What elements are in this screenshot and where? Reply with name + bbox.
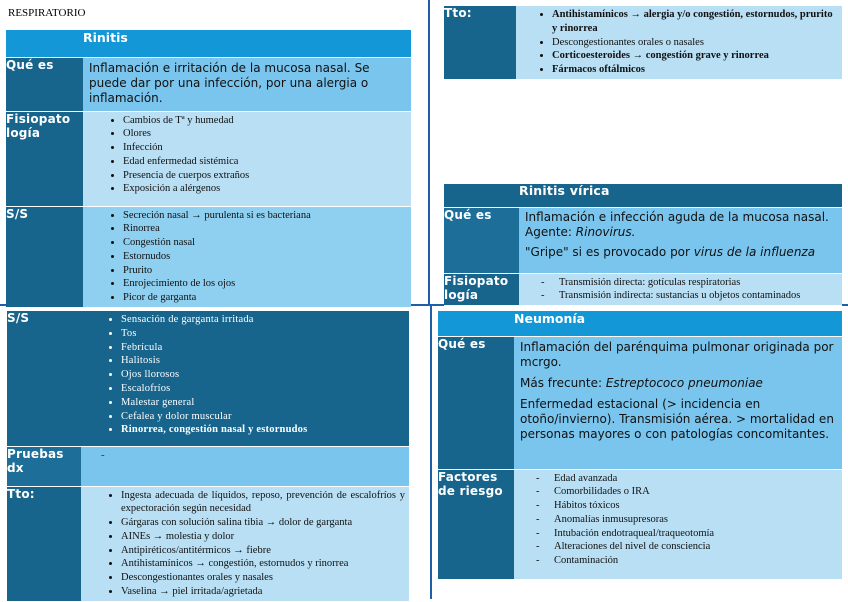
list-item: • Infección bbox=[123, 141, 407, 155]
rinitis-ss-label: S/S bbox=[6, 206, 83, 308]
list-item: • Rinorrea bbox=[123, 222, 407, 236]
list-item: • Congestión nasal bbox=[123, 236, 407, 250]
neumonia-header-blank bbox=[438, 311, 514, 336]
tto-top-label: Tto: bbox=[444, 6, 516, 79]
rinitis-ss-list bbox=[83, 207, 411, 308]
list-item: • Prurito bbox=[123, 264, 407, 278]
list-item: - Edad avanzada bbox=[554, 472, 838, 486]
list-item: • Febrícula bbox=[121, 341, 405, 355]
list-item: • Rinorrea, congestión nasal y estornudos bbox=[121, 423, 405, 437]
tto-top-table bbox=[444, 6, 842, 80]
neumonia-que-es-label: Qué es bbox=[438, 336, 514, 469]
virica-cont-table bbox=[7, 311, 409, 602]
list-item: • AINEs → molestia y dolor bbox=[121, 530, 405, 544]
neumonia-que-es-p2-prefix: Más frecunte: bbox=[520, 375, 606, 390]
list-item: - Intubación endotraqueal/traqueotomía bbox=[554, 527, 838, 541]
list-item: • Exposición a alérgenos bbox=[123, 182, 407, 196]
rinitis-table bbox=[6, 30, 411, 308]
list-item: • Presencia de cuerpos extraños bbox=[123, 169, 407, 183]
list-item: • Tos bbox=[121, 327, 405, 341]
rinitis-virica-gripe-prefix: "Gripe" si es provocado por bbox=[525, 244, 694, 259]
list-item: - Transmisión directa: gotículas respiratorias bbox=[559, 276, 838, 290]
list-item: • Fármacos oftálmicos bbox=[552, 63, 838, 77]
list-item: • Corticoesteroides → congestión grave y rinorrea bbox=[552, 49, 838, 63]
rinitis-fisiopatologia-label: Fisiopato logía bbox=[6, 111, 83, 206]
list-item: - Comorbilidades o IRA bbox=[554, 485, 838, 499]
rinitis-virica-agent: Rinovirus. bbox=[575, 224, 636, 239]
rinitis-header-blank bbox=[6, 30, 83, 57]
vertical-divider-top bbox=[428, 0, 430, 305]
list-item: • Vaselina → piel irritada/agrietada bbox=[121, 585, 405, 599]
neumonia-table bbox=[438, 311, 842, 580]
vertical-divider-bottom bbox=[430, 305, 432, 599]
page-title: RESPIRATORIO bbox=[8, 7, 86, 19]
list-item: - Contaminación bbox=[554, 554, 838, 568]
rinitis-fisiopatologia-list bbox=[83, 112, 411, 199]
list-item: • Olores bbox=[123, 127, 407, 141]
virica-ss-list bbox=[81, 311, 409, 439]
list-item: - Hábitos tóxicos bbox=[554, 499, 838, 513]
list-item: • Gárgaras con solución salina tibia → dolor de garganta bbox=[121, 516, 405, 530]
neumonia-que-es-p1: Inflamación del parénquima pulmonar originada por mcrgo. bbox=[520, 339, 834, 369]
rinitis-virica-gripe-italic: virus de la influenza bbox=[693, 244, 816, 259]
list-item: • Antihistamínicos → alergia y/o congestión, estornudos, prurito y rinorrea bbox=[552, 8, 838, 36]
list-item: • Picor de garganta bbox=[123, 291, 407, 305]
list-item: • Antihistamínicos → congestión, estornudos y rinorrea bbox=[121, 557, 405, 571]
list-item: • Antipiréticos/antitérmicos → fiebre bbox=[121, 544, 405, 558]
rinitis-virica-fisiopatologia-list bbox=[519, 274, 842, 306]
neumonia-factores-label: Factores de riesgo bbox=[438, 469, 514, 579]
rinitis-virica-que-es-label: Qué es bbox=[444, 207, 519, 273]
list-item: • Escalofríos bbox=[121, 382, 405, 396]
list-item: • Cefalea y dolor muscular bbox=[121, 410, 405, 424]
list-item: • Enrojecimiento de los ojos bbox=[123, 277, 407, 291]
rinitis-virica-fisiopatologia-label: Fisiopato logía bbox=[444, 273, 519, 306]
list-item: • Cambios de Tª y humedad bbox=[123, 114, 407, 128]
virica-pruebas-label: Pruebas dx bbox=[7, 446, 81, 486]
rinitis-virica-agent-prefix: Agente: bbox=[525, 224, 576, 239]
list-item: • Ojos llorosos bbox=[121, 368, 405, 382]
neumonia-title: Neumonía bbox=[514, 311, 842, 336]
list-item: - Anomalías inmusupresoras bbox=[554, 513, 838, 527]
rinitis-virica-que-es-line1: Inflamación e infección aguda de la mucosa nasal. bbox=[525, 209, 829, 224]
rinitis-virica-title: Rinitis vírica bbox=[519, 184, 842, 207]
tto-top-list bbox=[516, 6, 842, 79]
list-item: • Descongestionantes orales y nasales bbox=[121, 571, 405, 585]
list-item: • Sensación de garganta irritada bbox=[121, 313, 405, 327]
rinitis-virica-table bbox=[444, 184, 842, 306]
rinitis-que-es-text: Inflamación e irritación de la mucosa nasal. Se puede dar por una infección, por una alergia o inflamación. bbox=[89, 60, 370, 105]
neumonia-que-es-p3: Enfermedad estacional (> incidencia en otoño/invierno). Transmisión aérea. > mortalidad en personas mayores o con patologías concomitantes. bbox=[520, 396, 834, 441]
neumonia-que-es-p2-italic: Estreptococo pneumoniae bbox=[605, 375, 763, 390]
list-item: • Secreción nasal → purulenta si es bacteriana bbox=[123, 209, 407, 223]
virica-ss-label: S/S bbox=[7, 311, 81, 446]
neumonia-factores-list bbox=[514, 470, 842, 571]
rinitis-virica-header-blank bbox=[444, 184, 519, 207]
virica-tto-list bbox=[81, 487, 409, 601]
list-item: • Descongestionantes orales o nasales bbox=[552, 36, 838, 50]
list-item: • Halitosis bbox=[121, 354, 405, 368]
list-item: - Alteraciones del nivel de consciencia bbox=[554, 540, 838, 554]
list-item: • Estornudos bbox=[123, 250, 407, 264]
list-item: • Malestar general bbox=[121, 396, 405, 410]
rinitis-title: Rinitis bbox=[83, 30, 411, 57]
rinitis-que-es-label: Qué es bbox=[6, 57, 83, 111]
list-item: • Ingesta adecuada de líquidos, reposo, prevención de escalofríos y expectoración según necesidad bbox=[121, 489, 405, 517]
virica-pruebas-value: - bbox=[101, 448, 105, 461]
list-item: - Transmisión indirecta: sustancias u objetos contaminados bbox=[559, 289, 838, 303]
list-item: • Edad enfermedad sistémica bbox=[123, 155, 407, 169]
virica-tto-label: Tto: bbox=[7, 486, 81, 601]
